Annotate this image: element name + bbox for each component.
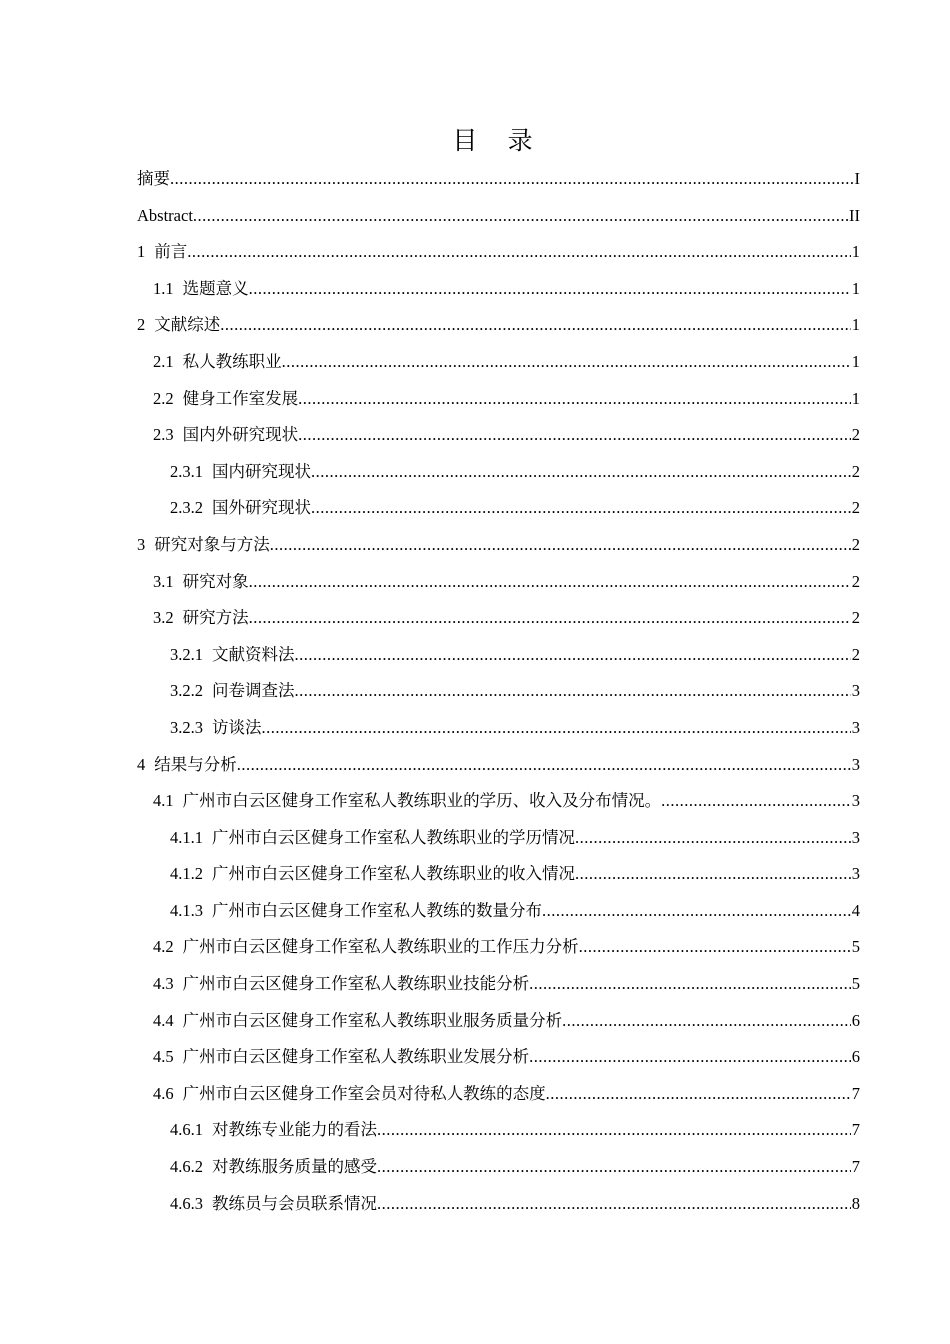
toc-entry-page: 3 — [851, 791, 860, 811]
toc-entry-number: 2.2 — [153, 388, 174, 408]
toc-dot-leader — [282, 344, 851, 381]
toc-entry-page: 2 — [851, 608, 860, 628]
toc-entry-label: 国内外研究现状 — [182, 425, 299, 445]
toc-dot-leader — [249, 564, 851, 601]
toc-entry[interactable] — [137, 161, 860, 198]
toc-entry-number: 4.5 — [153, 1047, 174, 1067]
toc-entry-page: 2 — [851, 644, 860, 664]
toc-dot-leader — [298, 381, 851, 418]
toc-entry[interactable] — [137, 747, 860, 784]
toc-entry-label: 前言 — [154, 242, 188, 262]
toc-dot-leader — [249, 600, 851, 637]
toc-entry-page: 1 — [851, 315, 860, 335]
toc-dot-leader — [529, 966, 851, 1003]
toc-entry-number: 4.1.1 — [170, 827, 203, 847]
toc-entry[interactable] — [137, 1186, 860, 1223]
toc-entry[interactable] — [137, 564, 860, 601]
toc-dot-leader — [249, 271, 851, 308]
toc-dot-leader — [546, 1076, 851, 1113]
toc-entry-label: 访谈法 — [212, 717, 262, 737]
toc-entry-label: 研究方法 — [182, 608, 249, 628]
toc-entry[interactable] — [137, 417, 860, 454]
toc-entry[interactable] — [137, 893, 860, 930]
toc-dot-leader — [262, 710, 851, 747]
toc-entry-page: II — [849, 205, 860, 225]
toc-entry-label: 广州市白云区健身工作室私人教练职业的收入情况 — [212, 864, 575, 884]
toc-entry-number: 4.1.3 — [170, 900, 203, 920]
toc-entry-number: 1 — [137, 242, 146, 262]
toc-entry-label: 选题意义 — [182, 278, 249, 298]
toc-entry-number: 4.1.2 — [170, 864, 203, 884]
toc-entry-number: 4.3 — [153, 974, 174, 994]
toc-dot-leader — [220, 307, 851, 344]
toc-entry-page: 1 — [851, 278, 860, 298]
toc-entry[interactable] — [137, 820, 860, 857]
toc-dot-leader — [170, 161, 854, 198]
toc-entry[interactable] — [137, 1149, 860, 1186]
toc-entry[interactable] — [137, 783, 860, 820]
toc-dot-leader — [295, 673, 851, 710]
toc-dot-leader — [311, 490, 851, 527]
toc-entry-page: 8 — [851, 1193, 860, 1213]
toc-entry-number: 4.6.1 — [170, 1120, 203, 1140]
toc-dot-leader — [579, 929, 851, 966]
toc-entry-page: 1 — [851, 351, 860, 371]
toc-dot-leader — [298, 417, 851, 454]
toc-entry[interactable] — [137, 929, 860, 966]
toc-entry-label: Abstract — [137, 205, 193, 225]
toc-entry-page: 1 — [851, 388, 860, 408]
toc-entry-page: 3 — [851, 864, 860, 884]
toc-entry[interactable] — [137, 527, 860, 564]
toc-entry-label: 研究对象与方法 — [154, 534, 270, 554]
toc-entry[interactable] — [137, 198, 860, 235]
toc-entry[interactable] — [137, 637, 860, 674]
toc-entry-label: 对教练服务质量的感受 — [212, 1157, 377, 1177]
toc-entry-number: 3.2.2 — [170, 681, 203, 701]
toc-entry-label: 教练员与会员联系情况 — [212, 1193, 377, 1213]
toc-entry-label: 广州市白云区健身工作室会员对待私人教练的态度 — [182, 1083, 546, 1103]
toc-list — [137, 161, 860, 1222]
toc-dot-leader — [575, 820, 851, 857]
toc-entry-page: 2 — [851, 534, 860, 554]
toc-entry-page: 6 — [851, 1047, 860, 1067]
toc-dot-leader — [295, 637, 851, 674]
toc-dot-leader — [270, 527, 851, 564]
toc-entry[interactable] — [137, 381, 860, 418]
toc-entry-number: 3.1 — [153, 571, 174, 591]
toc-dot-leader — [377, 1112, 851, 1149]
toc-dot-leader — [661, 783, 851, 820]
toc-entry[interactable] — [137, 1039, 860, 1076]
toc-entry-page: 3 — [851, 681, 860, 701]
toc-entry[interactable] — [137, 454, 860, 491]
toc-dot-leader — [237, 747, 851, 784]
toc-entry-number: 3 — [137, 534, 146, 554]
toc-entry-page: 2 — [851, 498, 860, 518]
toc-entry-number: 2 — [137, 315, 146, 335]
toc-entry-page: 6 — [851, 1010, 860, 1030]
toc-dot-leader — [377, 1149, 851, 1186]
toc-entry[interactable] — [137, 673, 860, 710]
toc-entry-label: 私人教练职业 — [182, 351, 282, 371]
toc-entry-number: 3.2.3 — [170, 717, 203, 737]
toc-entry-number: 4.6 — [153, 1083, 174, 1103]
toc-entry-label: 问卷调查法 — [212, 681, 295, 701]
toc-entry-page: 5 — [851, 937, 860, 957]
toc-entry[interactable] — [137, 234, 860, 271]
toc-entry[interactable] — [137, 1112, 860, 1149]
toc-entry[interactable] — [137, 1076, 860, 1113]
toc-entry-page: 4 — [851, 900, 860, 920]
toc-entry-label: 摘要 — [137, 169, 170, 188]
toc-entry-page: 3 — [851, 717, 860, 737]
toc-entry-page: 3 — [851, 827, 860, 847]
toc-entry-number: 4 — [137, 754, 146, 774]
toc-entry-number: 4.1 — [153, 791, 174, 811]
toc-entry-number: 1.1 — [153, 278, 174, 298]
toc-entry[interactable] — [137, 271, 860, 308]
toc-entry-label: 广州市白云区健身工作室私人教练职业的学历、收入及分布情况。 — [182, 791, 662, 811]
toc-entry-page: 2 — [851, 571, 860, 591]
toc-entry-label: 健身工作室发展 — [182, 388, 299, 408]
toc-entry-label: 文献综述 — [154, 315, 221, 335]
toc-title: 目 录 — [452, 128, 545, 155]
toc-dot-leader — [542, 893, 851, 930]
toc-entry-page: 7 — [851, 1157, 860, 1177]
toc-dot-leader — [187, 234, 851, 271]
toc-dot-leader — [575, 856, 851, 893]
toc-entry-number: 4.6.2 — [170, 1157, 203, 1177]
toc-entry-label: 文献资料法 — [212, 644, 295, 664]
toc-entry-number: 2.3.2 — [170, 498, 203, 518]
toc-entry-label: 广州市白云区健身工作室私人教练职业技能分析 — [182, 974, 530, 994]
toc-entry[interactable] — [137, 710, 860, 747]
toc-entry-page: I — [854, 169, 860, 188]
toc-entry-number: 4.4 — [153, 1010, 174, 1030]
toc-dot-leader — [193, 198, 848, 235]
toc-entry-label: 对教练专业能力的看法 — [212, 1120, 377, 1140]
toc-entry-page: 2 — [851, 425, 860, 445]
toc-entry-label: 国内研究现状 — [212, 461, 311, 481]
toc-entry-number: 2.1 — [153, 351, 174, 371]
toc-entry-label: 广州市白云区健身工作室私人教练职业的学历情况 — [212, 827, 575, 847]
toc-dot-leader — [377, 1186, 851, 1223]
toc-entry-number: 3.2.1 — [170, 644, 203, 664]
toc-entry-label: 国外研究现状 — [212, 498, 311, 518]
toc-entry-page: 7 — [851, 1120, 860, 1140]
toc-entry-number: 4.2 — [153, 937, 174, 957]
toc-entry[interactable] — [137, 1003, 860, 1040]
toc-entry-number: 2.3 — [153, 425, 174, 445]
toc-entry-number: 2.3.1 — [170, 461, 203, 481]
toc-entry-page: 3 — [851, 754, 860, 774]
toc-entry[interactable] — [137, 344, 860, 381]
toc-entry[interactable] — [137, 307, 860, 344]
toc-entry-number: 3.2 — [153, 608, 174, 628]
toc-entry[interactable] — [137, 600, 860, 637]
toc-entry-label: 研究对象 — [182, 571, 249, 591]
toc-entry[interactable] — [137, 490, 860, 527]
toc-dot-leader — [529, 1039, 851, 1076]
toc-entry-label: 广州市白云区健身工作室私人教练的数量分布 — [212, 900, 542, 920]
toc-entry-label: 广州市白云区健身工作室私人教练职业服务质量分析 — [182, 1010, 563, 1030]
toc-dot-leader — [311, 454, 851, 491]
toc-dot-leader — [562, 1003, 851, 1040]
toc-entry[interactable] — [137, 966, 860, 1003]
toc-entry-page: 1 — [851, 242, 860, 262]
toc-entry[interactable] — [137, 856, 860, 893]
toc-entry-label: 广州市白云区健身工作室私人教练职业的工作压力分析 — [182, 937, 579, 957]
toc-entry-page: 7 — [851, 1083, 860, 1103]
toc-entry-page: 5 — [851, 974, 860, 994]
toc-entry-page: 2 — [851, 461, 860, 481]
toc-entry-label: 广州市白云区健身工作室私人教练职业发展分析 — [182, 1047, 530, 1067]
toc-entry-number: 4.6.3 — [170, 1193, 203, 1213]
toc-entry-label: 结果与分析 — [154, 754, 237, 774]
